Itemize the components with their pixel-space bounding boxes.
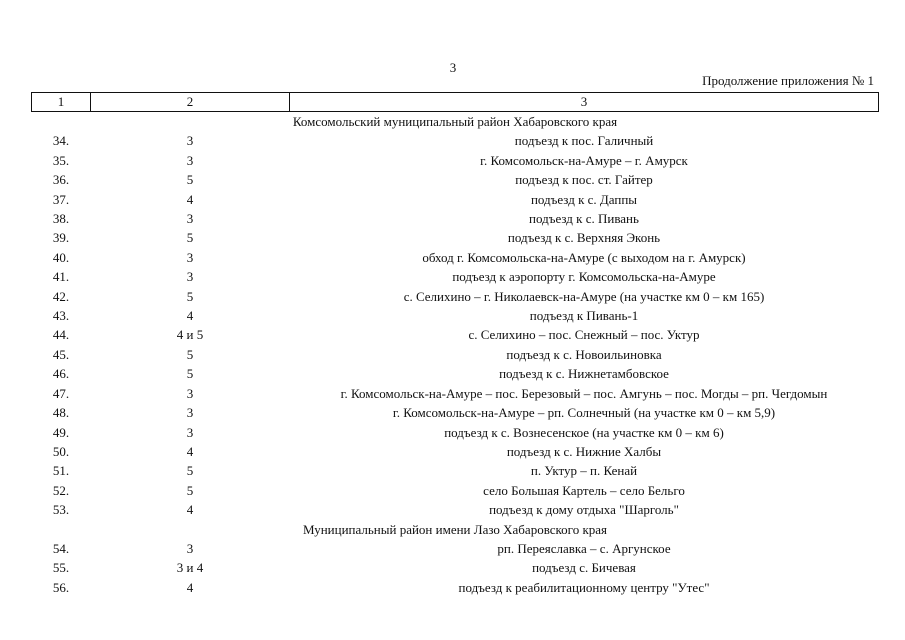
table-row	[32, 364, 879, 383]
table-row	[32, 578, 879, 597]
road-name: подъезд к с. Пивань	[529, 211, 639, 227]
table-row	[32, 325, 879, 344]
road-category: 5	[186, 482, 194, 498]
road-name: обход г. Комсомольска-на-Амуре (с выходом на г. Амурск)	[422, 249, 746, 265]
road-category: 4 и 5	[176, 327, 204, 343]
road-category: 4	[186, 502, 194, 518]
road-category: 3	[186, 133, 194, 149]
road-name: подъезд к пос. ст. Гайтер	[515, 172, 653, 188]
road-category: 4	[186, 191, 194, 207]
road-category: 5	[186, 346, 194, 362]
road-category: 5	[186, 463, 194, 479]
row-number: 47.	[52, 385, 70, 401]
row-number: 50.	[52, 443, 70, 459]
road-category: 4	[186, 443, 194, 459]
road-name: подъезд к Пивань-1	[529, 308, 639, 324]
table-row	[32, 248, 879, 267]
road-name: подъезд к дому отдыха "Шарголь"	[489, 502, 679, 518]
table-row	[32, 384, 879, 403]
row-number: 41.	[52, 269, 70, 285]
table-row	[32, 190, 879, 209]
road-category: 3	[186, 249, 194, 265]
row-number: 34.	[52, 133, 70, 149]
road-category: 5	[186, 366, 194, 382]
road-name: г. Комсомольск-на-Амуре – рп. Солнечный (на участке км 0 – км 5,9)	[392, 405, 776, 421]
road-category: 3	[186, 540, 194, 556]
row-number: 39.	[52, 230, 70, 246]
road-name: подъезд к с. Вознесенское (на участке км 0 – км 6)	[444, 424, 724, 440]
row-number: 42.	[52, 288, 70, 304]
row-number: 46.	[52, 366, 70, 382]
road-category: 3	[186, 405, 194, 421]
row-number: 35.	[52, 152, 70, 168]
row-number: 45.	[52, 346, 70, 362]
road-name: рп. Переяславка – с. Аргунское	[497, 540, 671, 556]
road-name: г. Комсомольск-на-Амуре – г. Амурск	[480, 152, 688, 168]
road-name: подъезд к аэропорту г. Комсомольска-на-Амуре	[452, 269, 716, 285]
road-category: 3	[186, 152, 194, 168]
table-row	[32, 403, 879, 422]
table-row	[32, 131, 879, 150]
road-name: подъезд к с. Даппы	[530, 191, 638, 207]
table-row	[32, 481, 879, 500]
road-name: с. Селихино – г. Николаевск-на-Амуре (на участке км 0 – км 165)	[403, 288, 765, 304]
row-number: 38.	[52, 211, 70, 227]
road-name: г. Комсомольск-на-Амуре – пос. Березовый – пос. Амгунь – пос. Могды – рп. Чегдомын	[340, 385, 828, 401]
road-name: подъезд с. Бичевая	[532, 560, 636, 576]
road-category: 5	[186, 172, 194, 188]
header-col-3: 3	[290, 93, 879, 112]
road-category: 3	[186, 424, 194, 440]
row-number: 48.	[52, 405, 70, 421]
row-number: 49.	[52, 424, 70, 440]
row-number: 53.	[52, 502, 70, 518]
road-name: подъезд к с. Верхняя Эконь	[507, 230, 661, 246]
table-row	[32, 267, 879, 286]
table-row	[32, 461, 879, 480]
section-row	[32, 520, 879, 539]
table-row	[32, 228, 879, 247]
table-row	[32, 423, 879, 442]
row-number: 55.	[52, 560, 70, 576]
road-name: подъезд к с. Нижнетамбовское	[499, 366, 669, 382]
page-number: 3	[449, 60, 457, 75]
table-row	[32, 558, 879, 577]
table-row	[32, 170, 879, 189]
row-number: 37.	[52, 191, 70, 207]
road-name: с. Селихино – пос. Снежный – пос. Уктур	[468, 327, 700, 343]
section-title: Муниципальный район имени Лазо Хабаровского края	[302, 521, 608, 537]
header-col-2: 2	[91, 93, 290, 112]
road-name: п. Уктур – п. Кенай	[530, 463, 638, 479]
road-category: 5	[186, 288, 194, 304]
table-row	[32, 345, 879, 364]
road-name: подъезд к реабилитационному центру "Утес"	[458, 579, 710, 595]
road-name: подъезд к пос. Галичный	[514, 133, 654, 149]
table-body	[32, 112, 879, 598]
table-row	[32, 151, 879, 170]
header-col-1: 1	[32, 93, 91, 112]
road-category: 3 и 4	[176, 560, 204, 576]
row-number: 36.	[52, 172, 70, 188]
road-category: 3	[186, 269, 194, 285]
row-number: 51.	[52, 463, 70, 479]
road-category: 5	[186, 230, 194, 246]
roads-table	[31, 92, 879, 597]
table-row	[32, 500, 879, 519]
road-name: село Большая Картель – село Бельго	[483, 482, 685, 498]
table-row	[32, 539, 879, 558]
road-name: подъезд к с. Нижние Халбы	[506, 443, 662, 459]
header-row	[32, 93, 879, 112]
row-number: 43.	[52, 308, 70, 324]
road-category: 4	[186, 579, 194, 595]
road-category: 3	[186, 385, 194, 401]
row-number: 40.	[52, 249, 70, 265]
road-category: 3	[186, 211, 194, 227]
row-number: 56.	[52, 579, 70, 595]
continuation-caption: Продолжение приложения № 1	[702, 73, 874, 88]
section-title: Комсомольский муниципальный район Хабаровского края	[292, 114, 618, 129]
row-number: 54.	[52, 540, 70, 556]
road-name: подъезд к с. Новоильиновка	[506, 346, 662, 362]
table-row	[32, 442, 879, 461]
road-category: 4	[186, 308, 194, 324]
table-row	[32, 287, 879, 306]
row-number: 44.	[52, 327, 70, 343]
section-row	[32, 112, 879, 132]
row-number: 52.	[52, 482, 70, 498]
table-row	[32, 306, 879, 325]
table-row	[32, 209, 879, 228]
